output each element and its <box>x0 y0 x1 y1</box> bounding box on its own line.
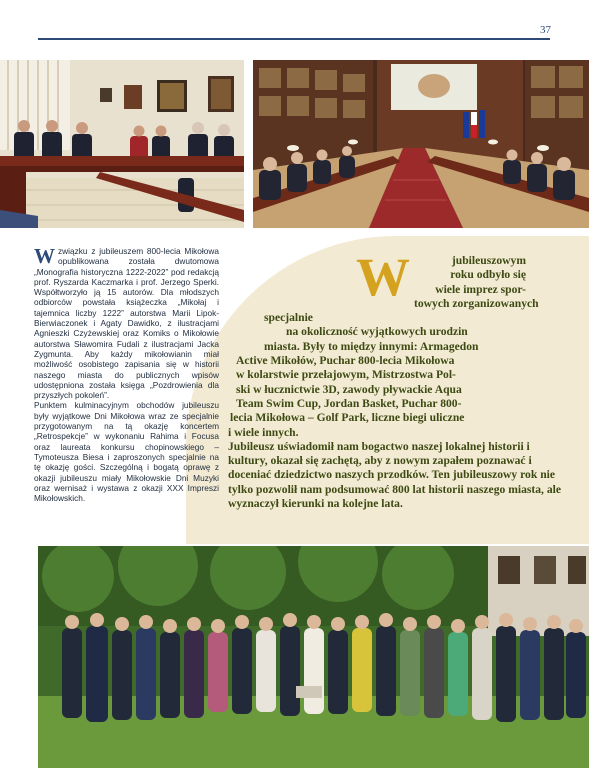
right-line: jubileuszowym <box>451 254 526 267</box>
right-line: na okoliczność wyjątkowych urodzin <box>286 325 468 339</box>
right-line: ski w łucznictwie 3D, zawody pływackie Aqua <box>236 382 462 396</box>
right-paragraph-1 <box>224 247 578 440</box>
right-line: i wiele innych. <box>228 425 299 439</box>
right-line: miasta. Były to między innymi: Armagedon <box>264 339 479 353</box>
right-line: roku odbyło się <box>450 268 526 282</box>
dropcap-letter-large: W <box>356 247 410 307</box>
right-line: towych zorganizowanych specjalnie <box>264 296 539 325</box>
header-rule <box>38 38 550 40</box>
right-paragraph-2: Jubileusz uświadomił nam bogactwo naszej lokalnej historii i kultury, okazał się zachętą, aby z nowym zapałem poznawać i doceniać dziedzictwo naszych przodków. Ten jubileuszowy rok nie tylko pozwolił nam podsumować 800 lat historii naszego miasta, ale wyznaczył kierunki na kolejne lata. <box>228 439 562 511</box>
meeting-room-photo <box>0 60 244 228</box>
left-paragraph-1-text: związku z jubileuszem 800-lecia Mikołowa opublikowana została dwutomowa „Monografia historyczna 1222-2022” pod redakcją prof. Ryszarda Kaczmarka i prof. Jerzego Sperki. Współtworzyło ją 15 autorów. Dla młodszych odbiorców powstała książeczka „Mikołaj i tajemnica liczby 1222” autorstwa Marii Lipok-Bierwiaczonek i Agaty Dawidko, z ilustracjami Agnieszki Czyżewskiej oraz Komiks o Mikołowie autorstwa Sławomira Fudali z ilustracjami Jacka Zygmunta. Aby każdy mikołowianin miał możliwość osobistego zapisania się w historii naszego miasta do publicznych wpisów udostępniona została księga „Pozdrowienia dla przyszłych pokoleń”. <box>34 246 219 401</box>
right-text-column <box>224 247 578 511</box>
page-number: 37 <box>540 24 551 36</box>
left-paragraph-2: Punktem kulminacyjnym obchodów jubileuszu były wyjątkowe Dni Mikołowa wraz ze specjalnie przygotowanym na tą okazję koncertem „Retrospekcje” w wykonaniu Rahima i Focusa oraz laureata konkursu chopinowskiego – Tymoteusza Biesa i zaproszonych specjalnie na tę okazję gości. Szczególną i bogatą oprawę z okazji jubileuszu miały Mikołowskie Dni Muzyki oraz wernisaż i wystawa z okazji XXX Impreszi Mikołowskich. <box>34 400 219 504</box>
dropcap-letter: W <box>34 244 55 268</box>
right-line: lecia Mikołowa – Golf Park, liczne biegi uliczne <box>230 411 465 425</box>
left-paragraph-1 <box>34 246 219 400</box>
right-line: Active Mikołów, Puchar 800-lecia Mikołowa <box>236 354 455 368</box>
right-line: wiele imprez spor- <box>435 282 526 296</box>
left-text-column <box>34 246 219 503</box>
library-hall-photo <box>253 60 589 228</box>
group-photo <box>38 546 589 768</box>
right-line: Team Swim Cup, Jordan Basket, Puchar 800- <box>236 396 462 410</box>
right-line: w kolarstwie przełajowym, Mistrzostwa Pol- <box>236 368 456 382</box>
